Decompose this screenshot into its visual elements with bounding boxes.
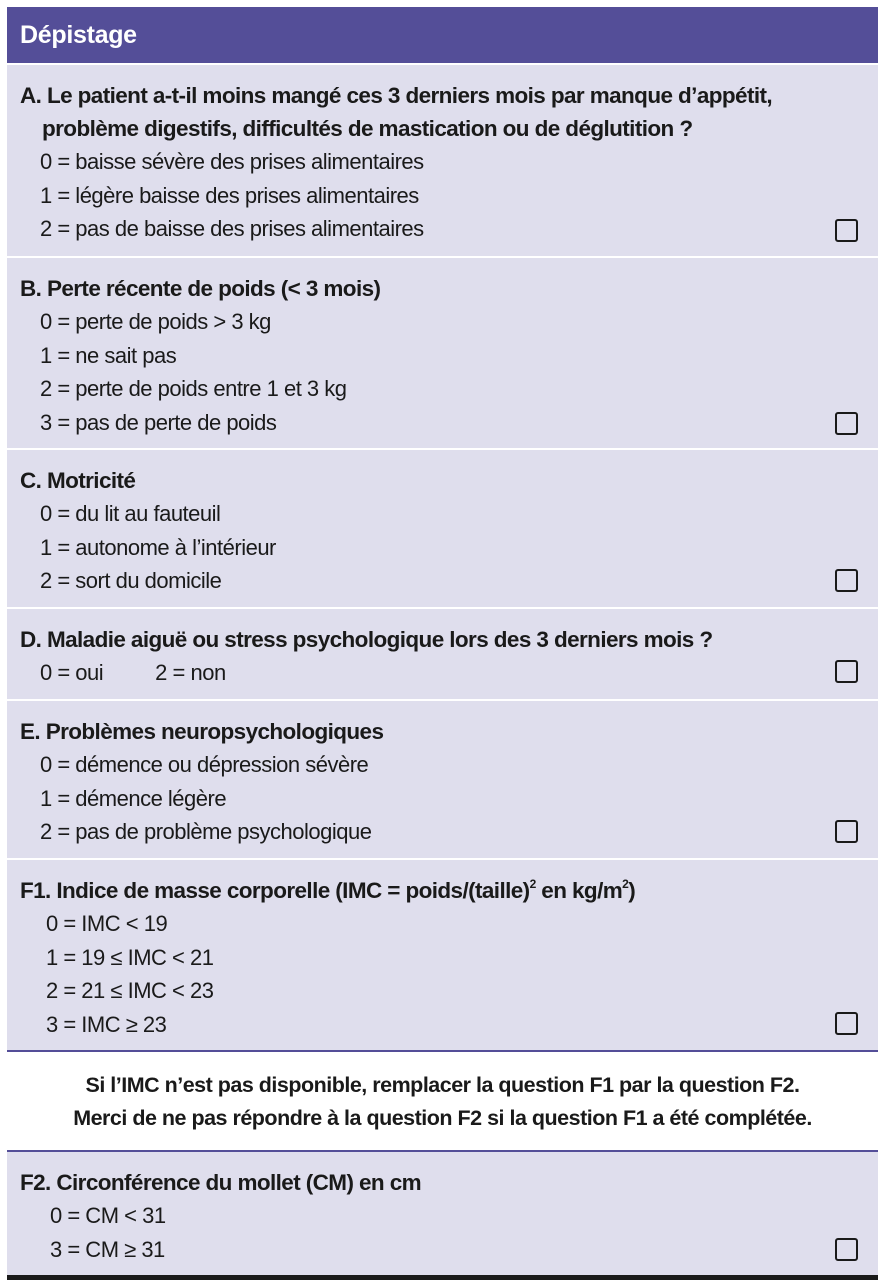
question-b-label: B. Perte récente de poids (< 3 mois) bbox=[20, 276, 381, 301]
question-a-label: A. Le patient a-t-il moins mangé ces 3 derniers mois par manque d’appétit, problème digestifs, difficultés de mastication ou de déglutition ? bbox=[20, 83, 773, 141]
answer-checkbox-e[interactable] bbox=[835, 820, 858, 843]
option: 2 = perte de poids entre 1 et 3 kg bbox=[40, 376, 347, 401]
option: 2 = 21 ≤ IMC < 23 bbox=[46, 978, 214, 1003]
instruction-note bbox=[7, 1050, 878, 1152]
option: 0 = baisse sévère des prises alimentaires bbox=[40, 149, 424, 174]
question-d-label: D. Maladie aiguë ou stress psychologique lors des 3 derniers mois ? bbox=[20, 627, 713, 652]
option: 0 = IMC < 19 bbox=[46, 911, 168, 936]
answer-checkbox-a[interactable] bbox=[835, 219, 858, 242]
option: 1 = légère baisse des prises alimentaires bbox=[40, 182, 419, 208]
question-e-label: E. Problèmes neuropsychologiques bbox=[20, 719, 384, 744]
question-e bbox=[7, 699, 878, 858]
option: 0 = perte de poids > 3 kg bbox=[40, 309, 271, 334]
answer-checkbox-d[interactable] bbox=[835, 660, 858, 683]
header-title: Dépistage bbox=[20, 21, 137, 49]
question-f2-label: F2. Circonférence du mollet (CM) en cm bbox=[20, 1170, 422, 1195]
question-f1 bbox=[7, 858, 878, 1050]
question-c-label: C. Motricité bbox=[20, 468, 136, 493]
option: 1 = démence légère bbox=[40, 785, 227, 811]
question-d bbox=[7, 607, 878, 699]
option: 1 = autonome à l’intérieur bbox=[40, 534, 276, 560]
option-row bbox=[20, 656, 878, 690]
option: 3 = pas de perte de poids bbox=[40, 409, 277, 435]
option: 0 = oui bbox=[40, 660, 104, 685]
note-line: Merci de ne pas répondre à la question F2 si la question F1 a été complétée. bbox=[73, 1106, 812, 1130]
question-f1-label: F1. Indice de masse corporelle (IMC = poids/(taille)$^2$ en $kg/m^2$) bbox=[20, 877, 636, 903]
option: 2 = non bbox=[155, 660, 226, 685]
screening-form bbox=[7, 7, 878, 1280]
option: 0 = démence ou dépression sévère bbox=[40, 752, 369, 777]
answer-checkbox-f2[interactable] bbox=[835, 1238, 858, 1261]
question-c bbox=[7, 448, 878, 607]
question-a bbox=[7, 63, 878, 256]
option: 1 = ne sait pas bbox=[40, 342, 177, 368]
option: 1 = 19 ≤ IMC < 21 bbox=[46, 944, 214, 970]
answer-checkbox-b[interactable] bbox=[835, 412, 858, 435]
section-header bbox=[7, 7, 878, 63]
option: 2 = pas de baisse des prises alimentaires bbox=[40, 216, 424, 241]
question-b bbox=[7, 256, 878, 448]
note-line: Si l’IMC n’est pas disponible, remplacer la question F1 par la question F2. bbox=[85, 1073, 800, 1097]
option: 3 = IMC ≥ 23 bbox=[46, 1011, 167, 1037]
option: 3 = CM ≥ 31 bbox=[50, 1236, 165, 1262]
option: 0 = CM < 31 bbox=[50, 1203, 166, 1228]
option: 0 = du lit au fauteuil bbox=[40, 501, 221, 526]
answer-checkbox-c[interactable] bbox=[835, 569, 858, 592]
answer-checkbox-f1[interactable] bbox=[835, 1012, 858, 1035]
question-f2 bbox=[7, 1152, 878, 1280]
option: 2 = pas de problème psychologique bbox=[40, 819, 372, 844]
option: 2 = sort du domicile bbox=[40, 568, 222, 593]
